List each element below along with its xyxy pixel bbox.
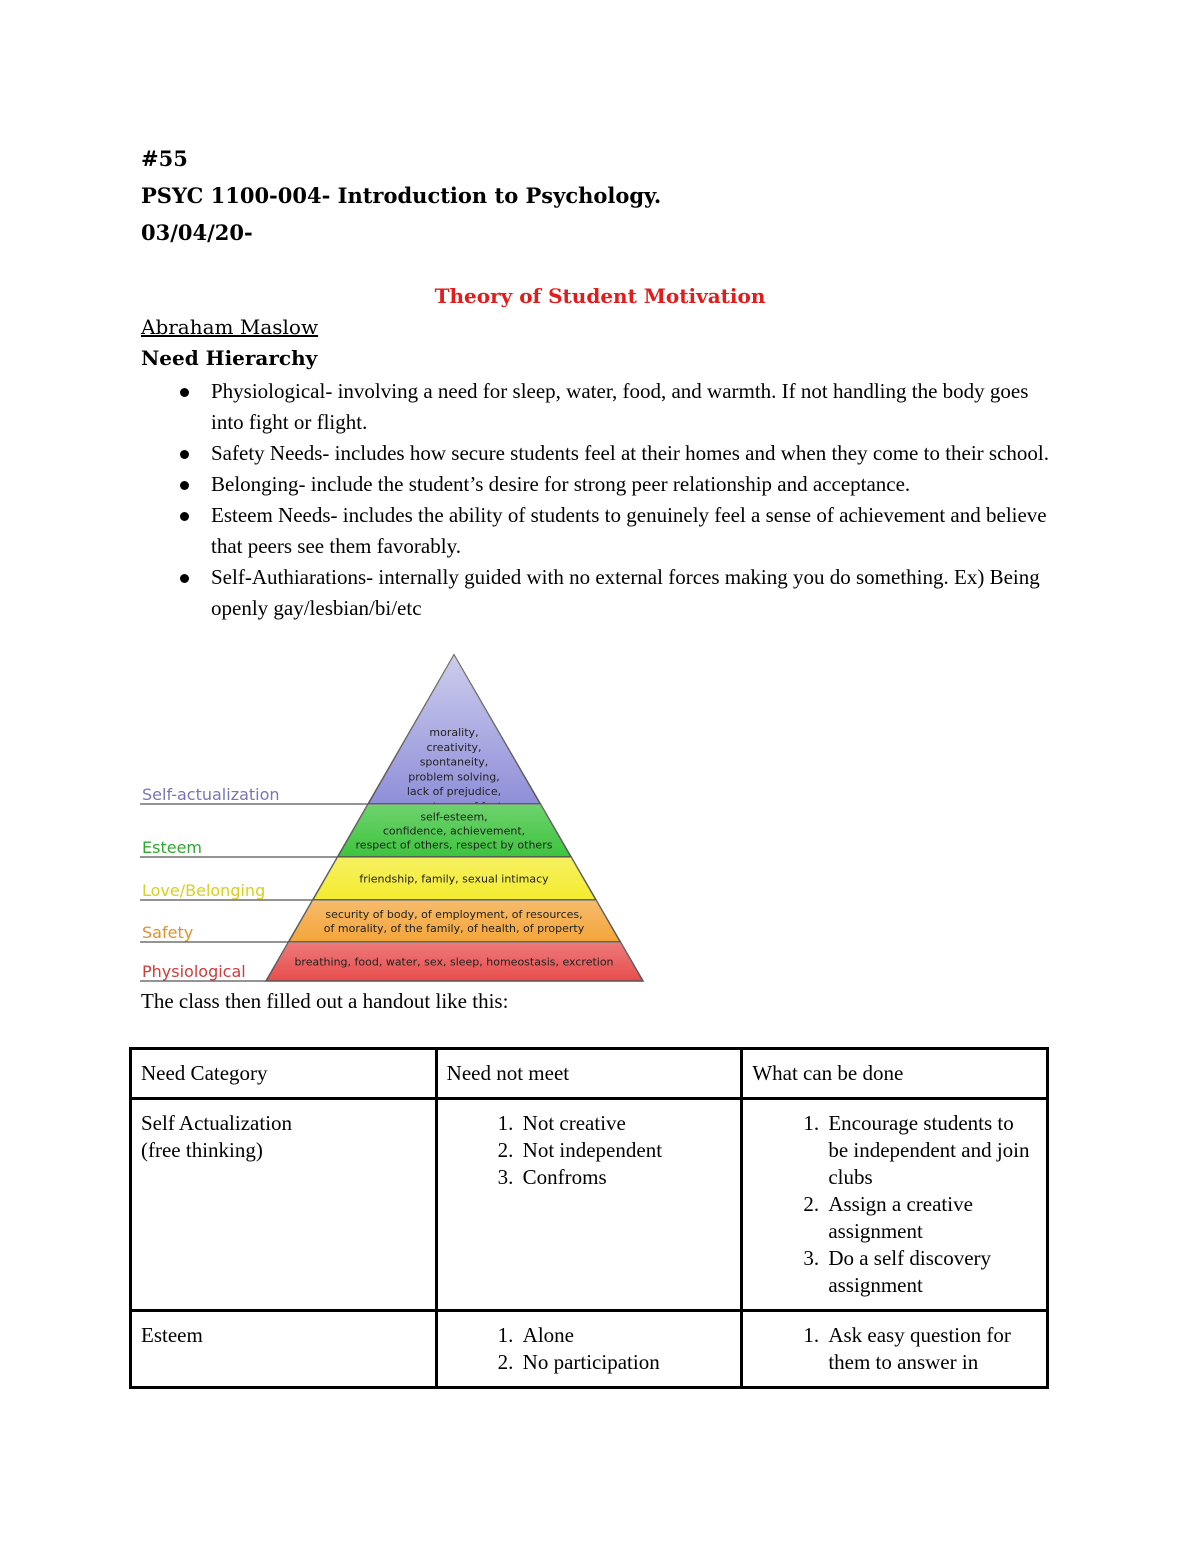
pyramid-level-text: lack of prejudice, xyxy=(406,785,502,799)
need-bullet-item xyxy=(141,562,1061,624)
bullet-dot-icon xyxy=(180,450,189,459)
category-cell: Self Actualization (free thinking) xyxy=(131,1099,437,1311)
what-can-be-done-list xyxy=(752,1110,1038,1299)
pyramid-level-text: friendship, family, sexual intimacy xyxy=(359,872,549,886)
pyramid-level-label: Safety xyxy=(142,923,194,942)
table-list-item: 3. Confroms xyxy=(519,1164,733,1191)
table-list-item: 1. Encourage students to be independent and join clubs xyxy=(824,1110,1038,1191)
table-list-item: 1. Alone xyxy=(519,1322,733,1349)
table-row xyxy=(131,1099,1048,1311)
table-list-item: 1. Not creative xyxy=(519,1110,733,1137)
pyramid-level-text: creativity, xyxy=(426,740,482,754)
table-header-cell: What can be done xyxy=(742,1049,1048,1099)
need-not-met-list xyxy=(447,1322,733,1376)
section-heading: Need Hierarchy xyxy=(141,346,318,370)
pyramid-level-text: respect of others, respect by others xyxy=(355,838,553,852)
category-cell: Esteem xyxy=(131,1311,437,1388)
need-bullet-item xyxy=(141,500,1061,562)
what-can-be-done-list xyxy=(752,1322,1038,1376)
pyramid-level-text: problem solving, xyxy=(408,770,500,784)
pyramid-level-text: self-esteem, xyxy=(420,810,488,824)
table-header-cell: Need Category xyxy=(131,1049,437,1099)
table-list-item: 2. Assign a creative assignment xyxy=(824,1191,1038,1245)
pyramid-level-label: Esteem xyxy=(142,838,202,857)
table-list-item: 2. No participation xyxy=(519,1349,733,1376)
bullet-dot-icon xyxy=(180,388,189,397)
document-date: 03/04/20- xyxy=(141,220,253,245)
what-can-be-done-cell xyxy=(742,1311,1048,1388)
need-bullet-item xyxy=(141,469,1061,500)
table-list-item: 2. Not independent xyxy=(519,1137,733,1164)
what-can-be-done-cell xyxy=(742,1099,1048,1311)
need-not-met-cell xyxy=(436,1099,742,1311)
table-list-item: 1. Ask easy question for them to answer in xyxy=(824,1322,1038,1376)
table-header-row xyxy=(131,1049,1048,1099)
bullet-dot-icon xyxy=(180,574,189,583)
handout-caption: The class then filled out a handout like this: xyxy=(141,989,509,1013)
document-title: Theory of Student Motivation xyxy=(434,284,766,308)
course-title: PSYC 1100-004- Introduction to Psychology. xyxy=(141,183,662,208)
pyramid-level-label: Self-actualization xyxy=(142,785,280,804)
author-name: Abraham Maslow xyxy=(141,315,319,339)
bullet-text: Esteem Needs- includes the ability of students to genuinely feel a sense of achievement and believe that peers see them favorably. xyxy=(211,503,1047,558)
pyramid-level-text: of morality, of the family, of health, of property xyxy=(323,922,585,935)
pyramid-level-text: confidence, achievement, xyxy=(382,824,526,838)
bullet-text: Physiological- involving a need for sleep, water, food, and warmth. If not handling the body goes into fight or flight. xyxy=(211,379,1029,434)
bullet-dot-icon xyxy=(180,512,189,521)
pyramid-level-label: Love/Belonging xyxy=(142,881,266,900)
need-not-met-cell xyxy=(436,1311,742,1388)
need-not-met-list xyxy=(447,1110,733,1191)
bullet-text: Belonging- include the student’s desire for strong peer relationship and acceptance. xyxy=(211,472,911,496)
need-bullet-item xyxy=(141,376,1061,438)
bullet-text: Self-Authiarations- internally guided with no external forces making you do something. Ex) Being openly gay/lesbian/bi/etc xyxy=(211,565,1040,620)
table-row xyxy=(131,1311,1048,1388)
table-list-item: 3. Do a self discovery assignment xyxy=(824,1245,1038,1299)
maslow-pyramid-diagram xyxy=(138,652,648,984)
pyramid-level-label: Physiological xyxy=(142,962,246,981)
document-number: #55 xyxy=(141,146,188,171)
table-header-cell: Need not meet xyxy=(436,1049,742,1099)
bullet-text: Safety Needs- includes how secure students feel at their homes and when they come to their school. xyxy=(211,441,1050,465)
pyramid-level-text: spontaneity, xyxy=(419,755,489,769)
pyramid-level-text: security of body, of employment, of resources, xyxy=(325,908,583,921)
pyramid-level-text: breathing, food, water, sex, sleep, homeostasis, excretion xyxy=(294,955,614,969)
pyramid-level-text: morality, xyxy=(429,726,479,739)
bullet-dot-icon xyxy=(180,481,189,490)
need-bullet-item xyxy=(141,438,1061,469)
need-bullet-list xyxy=(141,376,1061,624)
handout-table xyxy=(129,1047,1049,1389)
